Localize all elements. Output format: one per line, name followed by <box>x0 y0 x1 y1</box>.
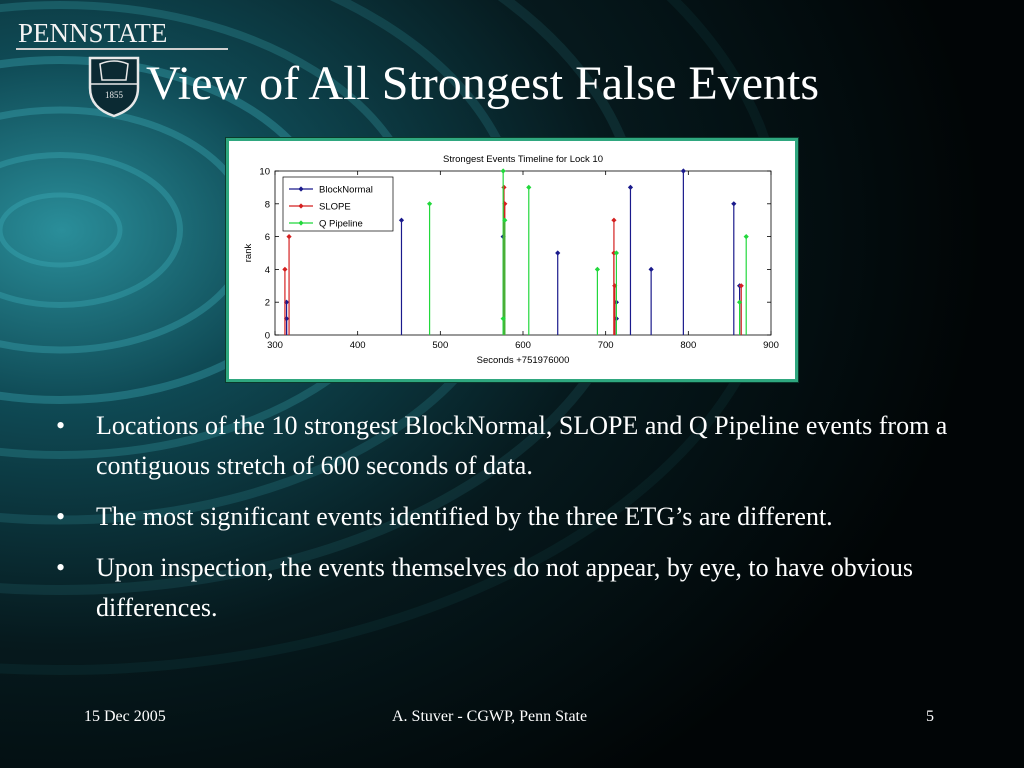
x-tick-label: 400 <box>349 340 366 351</box>
y-tick-label: 6 <box>264 232 270 244</box>
legend-label: Q Pipeline <box>319 218 363 230</box>
shield-icon <box>86 54 142 118</box>
chart-plot-area <box>259 167 779 352</box>
x-tick-label: 800 <box>680 340 697 351</box>
chart-ylabel: rank <box>243 243 254 263</box>
bullet-text: The most significant events identified by the three ETG’s are different. <box>96 502 833 531</box>
bullet-item <box>56 406 986 486</box>
y-tick-label: 4 <box>264 264 270 276</box>
logo-year: 1855 <box>105 90 123 100</box>
logo-rule <box>16 48 228 50</box>
chart-xlabel: Seconds +751976000 <box>476 355 570 366</box>
legend-label: BlockNormal <box>319 184 373 196</box>
x-tick-label: 600 <box>515 340 531 351</box>
x-tick-label: 300 <box>267 340 283 351</box>
strongest-events-chart <box>229 141 795 379</box>
bullet-text: Locations of the 10 strongest BlockNormal, SLOPE and Q Pipeline events from a contiguous stretch of 600 seconds of data. <box>96 411 948 480</box>
y-tick-label: 10 <box>259 166 270 178</box>
bullet-dot: • <box>56 553 66 582</box>
y-tick-label: 0 <box>264 330 270 342</box>
chart-title: Strongest Events Timeline for Lock 10 <box>443 154 603 165</box>
chart-panel <box>226 138 798 382</box>
legend-label: SLOPE <box>319 201 351 213</box>
bullet-list <box>56 406 986 639</box>
y-tick-label: 2 <box>264 297 270 309</box>
page-number: 5 <box>926 708 934 725</box>
x-tick-label: 900 <box>763 340 779 351</box>
bullet-text: Upon inspection, the events themselves do not appear, by eye, to have obvious differences. <box>96 553 914 622</box>
footer-author: A. Stuver - CGWP, Penn State <box>392 708 588 725</box>
x-tick-label: 500 <box>432 340 449 351</box>
slide-title: View of All Strongest False Events <box>146 57 820 110</box>
bullet-dot: • <box>56 411 66 440</box>
footer-date: 15 Dec 2005 <box>84 708 166 725</box>
y-tick-label: 8 <box>264 199 270 211</box>
x-tick-label: 700 <box>597 340 614 351</box>
bullet-item <box>56 497 986 537</box>
bullet-dot: • <box>56 502 66 531</box>
logo-wordmark: PENNSTATE <box>18 18 168 48</box>
bullet-item <box>56 548 986 628</box>
